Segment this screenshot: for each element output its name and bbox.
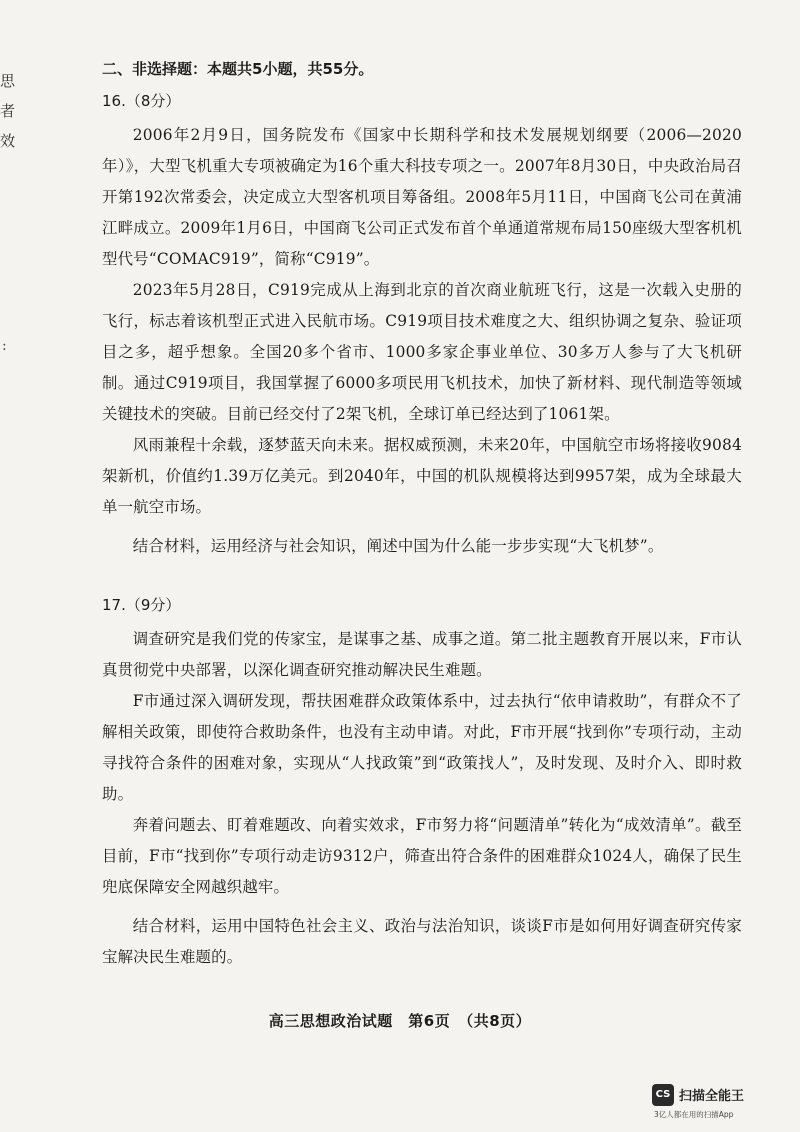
- binding-margin-text: [0, 66, 14, 156]
- margin-mark: :: [2, 338, 7, 354]
- material-paragraph: 风雨兼程十余载，逐梦蓝天向未来。据权威预测，未来20年，中国航空市场将接收9084架新机，价值约1.39万亿美元。到2040年，中国的机队规模将达到9957架，成为全球最大单一航空市场。: [102, 436, 742, 516]
- material-paragraph: 2006年2月9日，国务院发布《国家中长期科学和技术发展规划纲要（2006—2020年）》，大型飞机重大专项被确定为16个重大科技专项之一。2007年8月30日，中央政治局召开第192次常委会，决定成立大型客机项目筹备组。2008年5月11日，中国商飞公司在黄浦江畔成立。2009年1月6日，中国商飞公司正式发布首个单通道常规布局150座级大型客机机型代号“COMAC919”，简称“C919”。: [102, 126, 742, 268]
- question-task: 结合材料，运用中国特色社会主义、政治与法治知识，谈谈F市是如何用好调查研究传家宝解决民生难题的。: [102, 917, 742, 966]
- material-paragraph: 调查研究是我们党的传家宝，是谋事之基、成事之道。第二批主题教育开展以来，F市认真贯彻党中央部署，以深化调查研究推动解决民生难题。: [102, 630, 742, 679]
- margin-char: 思: [0, 72, 16, 90]
- answer-space: [102, 562, 742, 594]
- question-17: [102, 594, 742, 973]
- exam-content: [102, 58, 742, 973]
- margin-char: 者: [0, 102, 16, 120]
- material-paragraph: 2023年5月28日，C919完成从上海到北京的首次商业航班飞行，这是一次载入史册的飞行，标志着该机型正式进入民航市场。C919项目技术难度之大、组织协调之复杂、验证项目之多，超乎想象。全国20多个省市、1000多家企事业单位、30多万人参与了大飞机研制。通过C919项目，我国掌握了6000多项民用飞机技术，加快了新材料、现代制造等领域关键技术的突破。目前已经交付了2架飞机，全球订单已经达到了1061架。: [102, 281, 742, 423]
- question-number: 17.（9分）: [102, 596, 181, 614]
- watermark-app-name: 扫描全能王: [679, 1089, 745, 1104]
- material-paragraph: 奔着问题去、盯着难题改、向着实效求，F市努力将“问题清单”转化为“成效清单”。截至目前，F市“找到你”专项行动走访9312户，筛查出符合条件的困难群众1024人，确保了民生兜底保障安全网越织越牢。: [102, 816, 742, 896]
- question-number: 16.（8分）: [102, 92, 181, 110]
- page-footer: 高三思想政治试题 第6页 （共8页）: [268, 1012, 532, 1030]
- question-16: [102, 90, 742, 562]
- scanner-watermark: [652, 1082, 772, 1122]
- material-paragraph: F市通过深入调研发现，帮扶困难群众政策体系中，过去执行“依申请救助”，有群众不了解相关政策，即使符合救助条件，也没有主动申请。对此，F市开展“找到你”专项行动，主动寻找符合条件的困难对象，实现从“人找政策”到“政策找人”，及时发现、及时介入、即时救助。: [102, 692, 742, 803]
- question-task: 结合材料，运用经济与社会知识，阐述中国为什么能一步步实现“大飞机梦”。: [132, 537, 664, 555]
- camscanner-logo-icon: CS: [652, 1084, 674, 1106]
- section-title: 二、非选择题：本题共5小题，共55分。: [102, 60, 374, 78]
- watermark-slogan: 3亿人都在用的扫描App: [654, 1110, 734, 1119]
- margin-char: 效: [0, 132, 16, 150]
